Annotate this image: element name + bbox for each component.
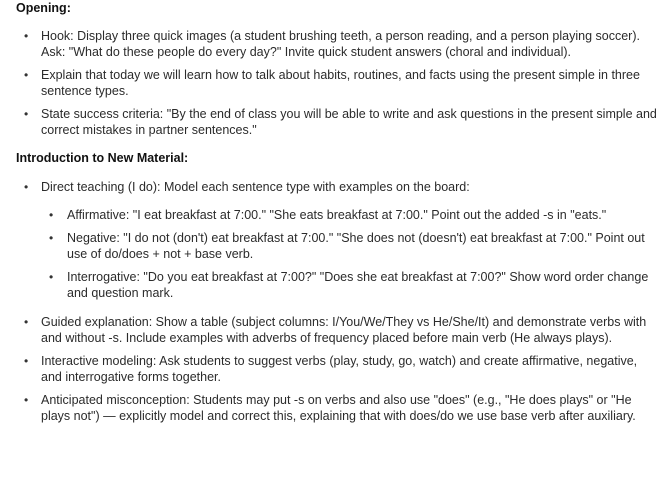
list-item bbox=[16, 106, 660, 138]
list-item-text: State success criteria: "By the end of class you will be able to write and ask questions in the present simple and correct mistakes in partner sentences." bbox=[41, 107, 657, 137]
bullet-icon: • bbox=[24, 68, 29, 82]
list-item-text: Anticipated misconception: Students may put -s on verbs and also use "does" (e.g., "He does plays" or "He plays not") — explicitly model and correct this, explaining that with does/do we use base verb after auxiliary. bbox=[41, 393, 636, 423]
bullet-icon: • bbox=[49, 208, 54, 222]
bullet-icon: • bbox=[24, 180, 29, 194]
lesson-document bbox=[16, 0, 660, 424]
list-item bbox=[16, 179, 660, 301]
list-item bbox=[16, 67, 660, 99]
sub-list-item bbox=[41, 269, 660, 301]
list-item-text: Direct teaching (I do): Model each sentence type with examples on the board: bbox=[41, 180, 470, 194]
list-item-text: Hook: Display three quick images (a student brushing teeth, a person reading, and a person playing soccer). Ask: "What do these people do every day?" Invite quick student answers (choral and individual). bbox=[41, 29, 640, 59]
sub-list-item-text: Interrogative: "Do you eat breakfast at 7:00?" "Does she eat breakfast at 7:00?" Show word order change and question mark. bbox=[67, 270, 649, 300]
bullet-icon: • bbox=[49, 231, 54, 245]
sub-list-item bbox=[41, 230, 660, 262]
bullet-icon: • bbox=[24, 393, 29, 407]
bullet-icon: • bbox=[24, 107, 29, 121]
opening-heading: Opening: bbox=[16, 1, 71, 15]
opening-list bbox=[16, 28, 660, 138]
list-item-text: Interactive modeling: Ask students to suggest verbs (play, study, go, watch) and create affirmative, negative, and interrogative forms together. bbox=[41, 354, 638, 384]
list-item-text: Guided explanation: Show a table (subject columns: I/You/We/They vs He/She/It) and demonstrate verbs with and without -s. Include examples with adverbs of frequency placed before main verb (He always plays). bbox=[41, 315, 647, 345]
list-item-text: Explain that today we will learn how to talk about habits, routines, and facts using the present simple in three sentence types. bbox=[41, 68, 640, 98]
list-item bbox=[16, 392, 660, 424]
introduction-list bbox=[16, 179, 660, 424]
sub-list-item bbox=[41, 207, 660, 223]
sub-list-item-text: Negative: "I do not (don't) eat breakfast at 7:00." "She does not (doesn't) eat breakfast at 7:00." Point out use of do/does + not + base verb. bbox=[67, 231, 645, 261]
bullet-icon: • bbox=[24, 354, 29, 368]
list-item bbox=[16, 353, 660, 385]
sentence-type-list bbox=[41, 207, 660, 301]
list-item bbox=[16, 314, 660, 346]
bullet-icon: • bbox=[49, 270, 54, 284]
bullet-icon: • bbox=[24, 315, 29, 329]
list-item bbox=[16, 28, 660, 60]
bullet-icon: • bbox=[24, 29, 29, 43]
introduction-heading: Introduction to New Material: bbox=[16, 151, 189, 165]
sub-list-item-text: Affirmative: "I eat breakfast at 7:00." "She eats breakfast at 7:00." Point out the added -s in "eats." bbox=[67, 208, 607, 222]
